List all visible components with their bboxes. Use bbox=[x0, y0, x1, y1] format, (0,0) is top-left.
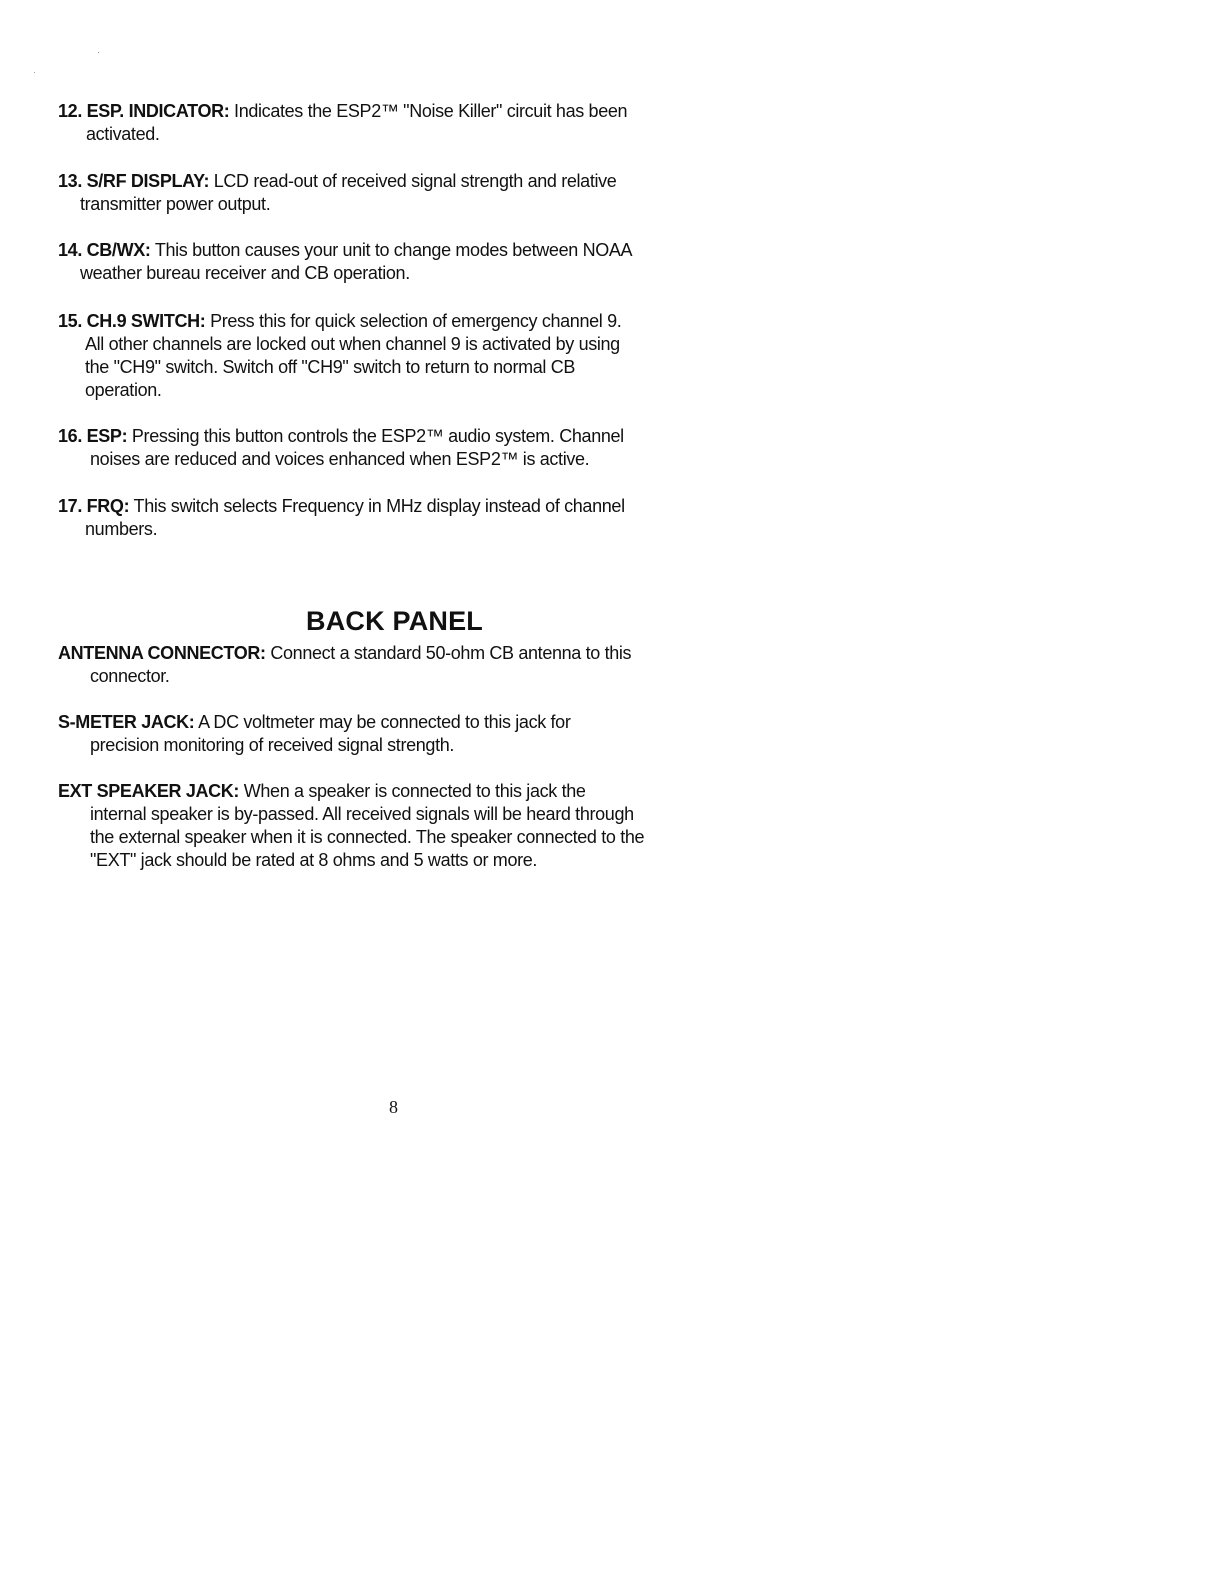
item-text: This button causes your unit to change modes between NOAA bbox=[150, 240, 633, 260]
page-number: 8 bbox=[389, 1097, 398, 1117]
item-first-line bbox=[58, 310, 758, 333]
scan-speck bbox=[98, 52, 99, 53]
item-text: LCD read-out of received signal strength and relative bbox=[209, 171, 617, 191]
item-cb-wx bbox=[58, 239, 758, 285]
item-term: ANTENNA CONNECTOR: bbox=[58, 643, 266, 663]
item-term: S-METER JACK: bbox=[58, 712, 195, 732]
item-term: 16. ESP: bbox=[58, 426, 128, 446]
item-text: weather bureau receiver and CB operation. bbox=[80, 263, 410, 283]
item-text: Indicates the ESP2™ "Noise Killer" circuit has been bbox=[229, 101, 628, 121]
item-esp bbox=[58, 425, 758, 471]
item-first-line bbox=[58, 100, 758, 123]
item-first-line bbox=[58, 495, 758, 518]
item-first-line bbox=[58, 642, 758, 665]
back-panel-heading: BACK PANEL bbox=[306, 606, 483, 636]
item-s-meter-jack bbox=[58, 711, 758, 757]
item-text: numbers. bbox=[85, 519, 158, 539]
item-term: 17. FRQ: bbox=[58, 496, 130, 516]
item-text: A DC voltmeter may be connected to this jack for bbox=[194, 712, 571, 732]
item-srf-display bbox=[58, 170, 758, 216]
item-text: activated. bbox=[86, 124, 160, 144]
item-text: transmitter power output. bbox=[80, 194, 271, 214]
item-text: connector. bbox=[90, 666, 170, 686]
item-text: Press this for quick selection of emergency channel 9. bbox=[205, 311, 622, 331]
item-first-line bbox=[58, 425, 758, 448]
item-text: This switch selects Frequency in MHz display instead of channel bbox=[129, 496, 625, 516]
item-first-line bbox=[58, 170, 758, 193]
item-term: 14. CB/WX: bbox=[58, 240, 151, 260]
item-ext-speaker-jack bbox=[58, 780, 758, 872]
item-text: All other channels are locked out when channel 9 is activated by using bbox=[85, 334, 620, 354]
item-text: Connect a standard 50-ohm CB antenna to this bbox=[265, 643, 632, 663]
item-text: precision monitoring of received signal strength. bbox=[90, 735, 455, 755]
scan-speck bbox=[34, 72, 35, 73]
item-text: the "CH9" switch. Switch off "CH9" switch to return to normal CB bbox=[85, 357, 576, 377]
item-antenna-connector bbox=[58, 642, 758, 688]
item-text: the external speaker when it is connected. The speaker connected to the bbox=[90, 827, 645, 847]
item-term: EXT SPEAKER JACK: bbox=[58, 781, 240, 801]
item-text: internal speaker is by-passed. All received signals will be heard through bbox=[90, 804, 634, 824]
item-text: operation. bbox=[85, 380, 162, 400]
item-text: noises are reduced and voices enhanced when ESP2™ is active. bbox=[90, 449, 590, 469]
item-text: Pressing this button controls the ESP2™ audio system. Channel bbox=[127, 426, 624, 446]
item-esp-indicator bbox=[58, 100, 758, 146]
item-term: 13. S/RF DISPLAY: bbox=[58, 171, 210, 191]
item-ch9-switch bbox=[58, 310, 758, 402]
item-frq bbox=[58, 495, 758, 541]
item-term: 12. ESP. INDICATOR: bbox=[58, 101, 230, 121]
item-term: 15. CH.9 SWITCH: bbox=[58, 311, 206, 331]
item-text: When a speaker is connected to this jack the bbox=[239, 781, 586, 801]
item-first-line bbox=[58, 780, 758, 803]
item-first-line bbox=[58, 711, 758, 734]
item-text: "EXT" jack should be rated at 8 ohms and 5 watts or more. bbox=[90, 850, 538, 870]
item-first-line bbox=[58, 239, 758, 262]
